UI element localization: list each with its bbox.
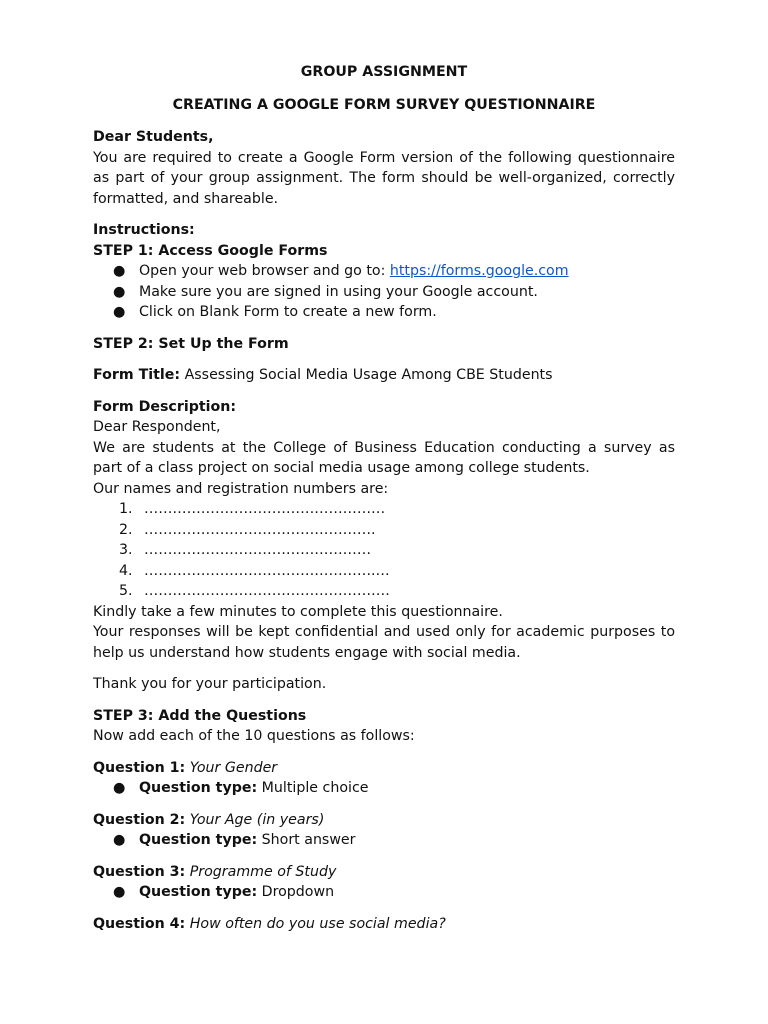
- form-title-label: Form Title:: [93, 367, 181, 383]
- question-type-label: Question type:: [139, 780, 258, 796]
- greeting: Dear Students,: [93, 129, 214, 145]
- name-placeholder: …………………………………………….: [144, 583, 390, 599]
- question-text: Programme of Study: [185, 863, 337, 880]
- form-title-line: [93, 365, 675, 386]
- kindly-text: Kindly take a few minutes to complete this questionnaire.: [93, 603, 503, 620]
- question-label: Question 1:: [93, 759, 186, 776]
- question-3: [93, 862, 675, 883]
- question-type-label: Question type:: [139, 832, 258, 848]
- step1-list: [93, 261, 675, 323]
- forms-link[interactable]: https://forms.google.com: [389, 263, 569, 279]
- question-2: [93, 810, 675, 831]
- question-label: Question 3:: [93, 863, 186, 880]
- question-text: Your Gender: [185, 759, 278, 776]
- list-item: [119, 581, 675, 602]
- bullet-icon: ●: [113, 780, 126, 796]
- bullet-icon: ●: [113, 263, 126, 279]
- instructions-heading: Instructions:: [93, 222, 195, 238]
- question-type-value: Short answer: [257, 832, 356, 848]
- name-placeholder: ………………………………………….…: [144, 562, 390, 579]
- step3-heading: STEP 3: Add the Questions: [93, 707, 307, 724]
- description-text: We are students at the College of Business Education conducting a survey as part of a class project on social media usage among college students.: [93, 439, 675, 476]
- step1-heading: STEP 1: Access Google Forms: [93, 242, 328, 259]
- thanks-text: Thank you for your participation.: [93, 676, 327, 692]
- bullet-icon: ●: [113, 283, 126, 300]
- question-label: Question 4:: [93, 915, 186, 932]
- form-title-value: Assessing Social Media Usage Among CBE Students: [180, 367, 553, 383]
- list-number: 3.: [119, 542, 133, 558]
- question-type-value: Dropdown: [257, 884, 335, 900]
- step2-heading: STEP 2: Set Up the Form: [93, 335, 289, 352]
- bullet-icon: ●: [113, 884, 126, 900]
- list-item: [119, 499, 675, 520]
- name-placeholder: ……………………………………………: [144, 501, 386, 517]
- list-item: [119, 561, 675, 582]
- step1-item-text: Make sure you are signed in using your Google account.: [139, 283, 538, 300]
- list-number: 2.: [119, 521, 133, 538]
- question-type-label: Question type:: [139, 884, 258, 900]
- list-item: [113, 282, 675, 303]
- question-text: How often do you use social media?: [185, 915, 446, 932]
- confidential-text: Your responses will be kept confidential and used only for academic purposes to help us understand how students engage with social media.: [93, 624, 675, 661]
- form-description-label: Form Description:: [93, 398, 237, 415]
- name-placeholder: …………………………………………: [144, 542, 371, 558]
- question-2-details: [93, 830, 675, 851]
- question-text: Your Age (in years): [185, 811, 325, 828]
- list-item: [119, 520, 675, 541]
- salutation: Dear Respondent,: [93, 419, 221, 435]
- list-number: 1.: [119, 501, 133, 517]
- list-item: [113, 261, 675, 282]
- question-1: [93, 758, 675, 779]
- question-label: Question 2:: [93, 811, 186, 828]
- names-list: [93, 499, 675, 602]
- document-title: GROUP ASSIGNMENT: [300, 64, 468, 80]
- list-number: 4.: [119, 562, 133, 579]
- list-item: [113, 830, 675, 851]
- list-item: [113, 882, 675, 903]
- document-subtitle: CREATING A GOOGLE FORM SURVEY QUESTIONNAIRE: [172, 96, 596, 113]
- question-type-value: Multiple choice: [257, 780, 369, 796]
- question-3-details: [93, 882, 675, 903]
- names-intro: Our names and registration numbers are:: [93, 480, 389, 497]
- list-item: [119, 540, 675, 561]
- step1-item-text: Open your web browser and go to:: [139, 263, 390, 279]
- document-body: [93, 62, 675, 934]
- list-item: [113, 302, 675, 323]
- list-item: [113, 778, 675, 799]
- bullet-icon: ●: [113, 304, 126, 320]
- name-placeholder: ………………………………………….: [144, 521, 376, 538]
- step1-item-text: Click on Blank Form to create a new form.: [139, 304, 437, 320]
- list-number: 5.: [119, 583, 133, 599]
- bullet-icon: ●: [113, 832, 126, 848]
- question-4: [93, 914, 675, 935]
- intro-paragraph: You are required to create a Google Form version of the following questionnaire as part of your group assignment. The form should be well-organized, correctly formatted, and shareable.: [93, 149, 675, 207]
- step3-intro: Now add each of the 10 questions as follows:: [93, 728, 415, 744]
- question-1-details: [93, 778, 675, 799]
